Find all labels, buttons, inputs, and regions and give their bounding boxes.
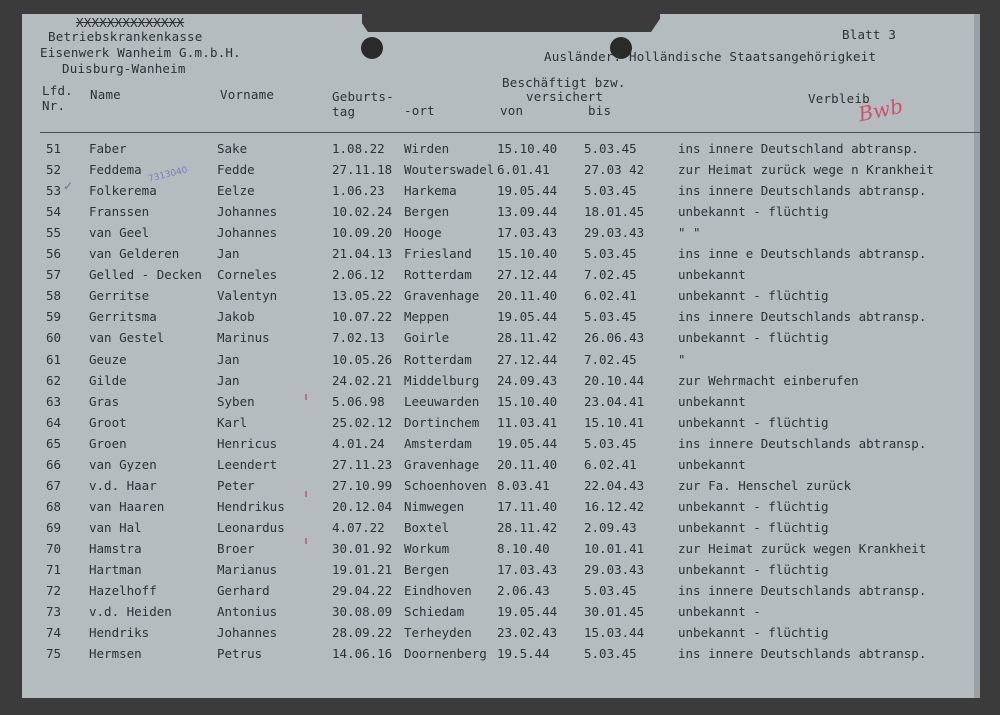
cell-geburtstag: 10.05.26 bbox=[332, 351, 393, 367]
cell-geburtsort: Bergen bbox=[404, 204, 450, 220]
cell-name: Hendriks bbox=[89, 625, 150, 641]
cell-bis: 6.02.41 bbox=[584, 288, 637, 304]
cell-name: van Gestel bbox=[89, 330, 165, 346]
col-besch-2: versichert bbox=[526, 89, 604, 104]
cell-vorname: Leendert bbox=[217, 456, 278, 472]
cell-bis: 29.03.43 bbox=[584, 225, 645, 241]
cell-name: Gras bbox=[89, 393, 120, 409]
cell-bis: 2.09.43 bbox=[584, 519, 637, 535]
col-vorname: Vorname bbox=[220, 87, 275, 102]
cell-verbleib: unbekannt - flüchtig bbox=[678, 288, 829, 304]
cell-nr: 74 bbox=[46, 625, 62, 641]
cell-geburtsort: Gravenhage bbox=[404, 456, 480, 472]
cell-vorname: Eelze bbox=[217, 183, 255, 199]
cell-verbleib: ins innere Deutschlands abtransp. bbox=[678, 435, 927, 451]
cell-bis: 5.03.45 bbox=[584, 583, 637, 599]
cell-nr: 64 bbox=[46, 414, 62, 430]
cell-bis: 6.02.41 bbox=[584, 456, 637, 472]
cell-verbleib: unbekannt - flüchtig bbox=[678, 519, 829, 535]
cell-name: van Haaren bbox=[89, 498, 165, 514]
cell-geburtstag: 29.04.22 bbox=[332, 583, 393, 599]
cell-geburtsort: Nimwegen bbox=[404, 498, 465, 514]
cell-verbleib: unbekannt - flüchtig bbox=[678, 498, 829, 514]
cell-verbleib: ins innere Deutschlands abtransp. bbox=[678, 309, 927, 325]
cell-vorname: Jakob bbox=[217, 309, 255, 325]
cell-nr: 66 bbox=[46, 456, 62, 472]
cell-von: 27.12.44 bbox=[497, 351, 558, 367]
cell-geburtstag: 28.09.22 bbox=[332, 625, 393, 641]
cell-verbleib: unbekannt - flüchtig bbox=[678, 204, 829, 220]
cell-nr: 56 bbox=[46, 246, 62, 262]
cell-von: 19.5.44 bbox=[497, 646, 550, 662]
cell-von: 2.06.43 bbox=[497, 583, 550, 599]
cell-geburtstag: 27.11.18 bbox=[332, 162, 393, 178]
cell-von: 11.03.41 bbox=[497, 414, 558, 430]
cell-geburtstag: 10.09.20 bbox=[332, 225, 393, 241]
cell-bis: 26.06.43 bbox=[584, 330, 645, 346]
list-subject: Ausländer: Holländische Staatsangehörigkeit bbox=[544, 49, 877, 64]
cell-bis: 15.03.44 bbox=[584, 625, 645, 641]
cell-geburtstag: 24.02.21 bbox=[332, 372, 393, 388]
cell-nr: 70 bbox=[46, 540, 62, 556]
cell-vorname: Peter bbox=[217, 477, 255, 493]
cell-verbleib: zur Heimat zurück wege n Krankheit bbox=[678, 162, 934, 178]
cell-vorname: Syben bbox=[217, 393, 255, 409]
cell-geburtstag: 4.01.24 bbox=[332, 435, 385, 451]
cell-von: 17.11.40 bbox=[497, 498, 558, 514]
col-lfd-1: Lfd. bbox=[42, 83, 73, 98]
cell-vorname: Valentyn bbox=[217, 288, 278, 304]
cell-geburtstag: 10.07.22 bbox=[332, 309, 393, 325]
cell-geburtstag: 13.05.22 bbox=[332, 288, 393, 304]
cell-geburtstag: 27.11.23 bbox=[332, 456, 393, 472]
cell-von: 8.10.40 bbox=[497, 540, 550, 556]
col-name: Name bbox=[90, 87, 121, 102]
cell-von: 28.11.42 bbox=[497, 519, 558, 535]
cell-von: 13.09.44 bbox=[497, 204, 558, 220]
pencil-tick bbox=[305, 538, 307, 544]
cell-vorname: Johannes bbox=[217, 204, 278, 220]
cell-nr: 51 bbox=[46, 141, 62, 156]
cell-bis: 20.10.44 bbox=[584, 372, 645, 388]
org-name-line2: Eisenwerk Wanheim G.m.b.H. bbox=[40, 45, 241, 60]
cell-geburtstag: 7.02.13 bbox=[332, 330, 385, 346]
cell-name: van Gelderen bbox=[89, 246, 180, 262]
col-geburts-1: Geburts- bbox=[332, 89, 394, 104]
cell-nr: 53 bbox=[46, 183, 62, 199]
cell-nr: 65 bbox=[46, 435, 62, 451]
cell-nr: 55 bbox=[46, 225, 62, 241]
cell-geburtsort: Gravenhage bbox=[404, 288, 480, 304]
cell-name: Gelled - Decken bbox=[89, 267, 202, 283]
cell-von: 28.11.42 bbox=[497, 330, 558, 346]
cell-bis: 18.01.45 bbox=[584, 204, 645, 220]
cell-bis: 7.02.45 bbox=[584, 351, 637, 367]
cell-von: 19.05.44 bbox=[497, 604, 558, 620]
cell-name: Groen bbox=[89, 435, 127, 451]
cell-geburtsort: Amsterdam bbox=[404, 435, 472, 451]
cell-name: van Hal bbox=[89, 519, 142, 535]
cell-nr: 69 bbox=[46, 519, 62, 535]
cell-geburtsort: Middelburg bbox=[404, 372, 480, 388]
cell-verbleib: unbekannt bbox=[678, 267, 746, 283]
cell-verbleib: zur Fa. Henschel zurück bbox=[678, 477, 852, 493]
cell-geburtstag: 19.01.21 bbox=[332, 562, 393, 577]
cell-nr: 54 bbox=[46, 204, 62, 220]
cell-verbleib: unbekannt - flüchtig bbox=[678, 414, 829, 430]
pencil-tick bbox=[305, 491, 307, 497]
cell-von: 17.03.43 bbox=[497, 562, 558, 577]
cell-verbleib: zur Heimat zurück wegen Krankheit bbox=[678, 540, 927, 556]
cell-name: Gilde bbox=[89, 372, 127, 388]
cell-geburtsort: Schoenhoven bbox=[404, 477, 487, 493]
cell-geburtsort: Meppen bbox=[404, 309, 450, 325]
cell-geburtsort: Wirden bbox=[404, 141, 450, 156]
cell-name: Faber bbox=[89, 141, 127, 156]
cell-verbleib: unbekannt bbox=[678, 456, 746, 472]
cell-vorname: Fedde bbox=[217, 162, 255, 178]
org-name-line1: Betriebskrankenkasse bbox=[48, 29, 203, 44]
cell-name: Gerritse bbox=[89, 288, 150, 304]
cell-geburtstag: 30.01.92 bbox=[332, 540, 393, 556]
cell-geburtsort: Friesland bbox=[404, 246, 472, 262]
cell-nr: 60 bbox=[46, 330, 62, 346]
cell-nr: 72 bbox=[46, 583, 62, 599]
cell-bis: 10.01.41 bbox=[584, 540, 645, 556]
cell-name: van Gyzen bbox=[89, 456, 157, 472]
cell-bis: 23.04.41 bbox=[584, 393, 645, 409]
cell-name: Folkerema bbox=[89, 183, 157, 199]
cell-nr: 75 bbox=[46, 646, 62, 662]
cell-vorname: Karl bbox=[217, 414, 248, 430]
cell-von: 27.12.44 bbox=[497, 267, 558, 283]
cell-geburtstag: 27.10.99 bbox=[332, 477, 393, 493]
cell-geburtstag: 30.08.09 bbox=[332, 604, 393, 620]
cell-von: 20.11.40 bbox=[497, 456, 558, 472]
cell-name: Gerritsma bbox=[89, 309, 157, 325]
cell-verbleib: " " bbox=[678, 225, 701, 241]
cell-vorname: Gerhard bbox=[217, 583, 270, 599]
cell-geburtsort: Goirle bbox=[404, 330, 450, 346]
cell-name: Franssen bbox=[89, 204, 150, 220]
struck-heading: XXXXXXXXXXXXXX bbox=[76, 15, 185, 30]
document-sheet bbox=[22, 14, 980, 698]
cell-name: Hazelhoff bbox=[89, 583, 157, 599]
cell-geburtsort: Bergen bbox=[404, 562, 450, 577]
cell-bis: 5.03.45 bbox=[584, 309, 637, 325]
cell-vorname: Petrus bbox=[217, 646, 263, 662]
punch-hole-left bbox=[361, 37, 383, 59]
cell-geburtstag: 10.02.24 bbox=[332, 204, 393, 220]
cell-geburtsort: Eindhoven bbox=[404, 583, 472, 599]
cell-bis: 30.01.45 bbox=[584, 604, 645, 620]
cell-von: 6.01.41 bbox=[497, 162, 550, 178]
cell-bis: 5.03.45 bbox=[584, 183, 637, 199]
cell-geburtsort: Leeuwarden bbox=[404, 393, 480, 409]
torn-edge bbox=[362, 14, 660, 32]
cell-geburtsort: Rotterdam bbox=[404, 267, 472, 283]
cell-vorname: Leonardus bbox=[217, 519, 285, 535]
cell-geburtsort: Workum bbox=[404, 540, 450, 556]
cell-von: 15.10.40 bbox=[497, 246, 558, 262]
cell-von: 19.05.44 bbox=[497, 309, 558, 325]
cell-geburtsort: Dortinchem bbox=[404, 414, 480, 430]
cell-bis: 16.12.42 bbox=[584, 498, 645, 514]
cell-vorname: Jan bbox=[217, 246, 240, 262]
cell-vorname: Johannes bbox=[217, 625, 278, 641]
cell-geburtsort: Terheyden bbox=[404, 625, 472, 641]
cell-name: Geuze bbox=[89, 351, 127, 367]
cell-nr: 73 bbox=[46, 604, 62, 620]
cell-geburtstag: 1.08.22 bbox=[332, 141, 385, 156]
cell-verbleib: unbekannt - flüchtig bbox=[678, 625, 829, 641]
cell-verbleib: unbekannt - bbox=[678, 604, 761, 620]
cell-von: 17.03.43 bbox=[497, 225, 558, 241]
cell-nr: 57 bbox=[46, 267, 62, 283]
col-von: von bbox=[500, 103, 524, 118]
cell-bis: 5.03.45 bbox=[584, 141, 637, 156]
cell-vorname: Jan bbox=[217, 351, 240, 367]
cell-vorname: Marinus bbox=[217, 330, 270, 346]
cell-name: Groot bbox=[89, 414, 127, 430]
cell-vorname: Jan bbox=[217, 372, 240, 388]
cell-verbleib: zur Wehrmacht einberufen bbox=[678, 372, 859, 388]
cell-geburtsort: Wouterswadel bbox=[404, 162, 495, 178]
cell-name: Hartman bbox=[89, 562, 142, 577]
cell-bis: 5.03.45 bbox=[584, 435, 637, 451]
cell-vorname: Corneles bbox=[217, 267, 278, 283]
cell-bis: 5.03.45 bbox=[584, 646, 637, 662]
cell-verbleib: unbekannt - flüchtig bbox=[678, 330, 829, 346]
cell-vorname: Henricus bbox=[217, 435, 278, 451]
cell-von: 15.10.40 bbox=[497, 393, 558, 409]
cell-nr: 71 bbox=[46, 562, 62, 577]
cell-von: 24.09.43 bbox=[497, 372, 558, 388]
col-geburts-2: tag bbox=[332, 104, 356, 119]
pencil-note: 7313040 bbox=[147, 165, 189, 185]
cell-geburtsort: Hooge bbox=[404, 225, 442, 241]
col-lfd-2: Nr. bbox=[42, 98, 66, 113]
cell-verbleib: ins innere Deutschlands abtransp. bbox=[678, 646, 927, 662]
cell-geburtsort: Doornenberg bbox=[404, 646, 487, 662]
cell-nr: 63 bbox=[46, 393, 62, 409]
cell-nr: 59 bbox=[46, 309, 62, 325]
cell-geburtstag: 21.04.13 bbox=[332, 246, 393, 262]
cell-bis: 15.10.41 bbox=[584, 414, 645, 430]
cell-geburtstag: 20.12.04 bbox=[332, 498, 393, 514]
cell-von: 23.02.43 bbox=[497, 625, 558, 641]
cell-verbleib: ins innere Deutschlands abtransp. bbox=[678, 183, 927, 199]
cell-geburtstag: 1.06.23 bbox=[332, 183, 385, 199]
cell-bis: 27.03 42 bbox=[584, 162, 645, 178]
cell-name: v.d. Heiden bbox=[89, 604, 172, 620]
col-verbleib: Verbleib bbox=[808, 91, 870, 106]
cell-verbleib: ins innere Deutschland abtransp. bbox=[678, 141, 919, 156]
cell-vorname: Broer bbox=[217, 540, 255, 556]
col-ort: -ort bbox=[404, 103, 435, 118]
cell-vorname: Johannes bbox=[217, 225, 278, 241]
cell-name: Feddema bbox=[89, 162, 142, 178]
cell-verbleib: ins inne e Deutschlands abtransp. bbox=[678, 246, 927, 262]
cell-vorname: Marianus bbox=[217, 562, 278, 577]
pencil-tick bbox=[305, 394, 307, 400]
cell-name: van Geel bbox=[89, 225, 150, 241]
cell-nr: 62 bbox=[46, 372, 62, 388]
handwritten-annotation: Bwb bbox=[855, 93, 906, 127]
cell-geburtstag: 25.02.12 bbox=[332, 414, 393, 430]
cell-geburtstag: 14.06.16 bbox=[332, 646, 393, 662]
cell-vorname: Antonius bbox=[217, 604, 278, 620]
cell-vorname: Sake bbox=[217, 141, 248, 156]
cell-bis: 22.04.43 bbox=[584, 477, 645, 493]
cell-vorname: Hendrikus bbox=[217, 498, 285, 514]
cell-geburtstag: 5.06.98 bbox=[332, 393, 385, 409]
cell-verbleib: " bbox=[678, 351, 686, 367]
cell-nr: 58 bbox=[46, 288, 62, 304]
cell-geburtsort: Rotterdam bbox=[404, 351, 472, 367]
cell-von: 20.11.40 bbox=[497, 288, 558, 304]
cell-verbleib: unbekannt bbox=[678, 393, 746, 409]
org-name-line3: Duisburg-Wanheim bbox=[62, 61, 186, 76]
cell-bis: 7.02.45 bbox=[584, 267, 637, 283]
cell-nr: 61 bbox=[46, 351, 62, 367]
cell-bis: 5.03.45 bbox=[584, 246, 637, 262]
cell-name: Hamstra bbox=[89, 540, 142, 556]
cell-verbleib: ins innere Deutschlands abtransp. bbox=[678, 583, 927, 599]
check-mark: ✓ bbox=[63, 179, 74, 193]
col-bis: bis bbox=[588, 103, 612, 118]
cell-geburtsort: Schiedam bbox=[404, 604, 465, 620]
cell-geburtstag: 4.07.22 bbox=[332, 519, 385, 535]
col-besch-1: Beschäftigt bzw. bbox=[502, 75, 626, 90]
cell-bis: 29.03.43 bbox=[584, 562, 645, 577]
cell-geburtsort: Harkema bbox=[404, 183, 457, 199]
cell-von: 19.05.44 bbox=[497, 183, 558, 199]
cell-name: v.d. Haar bbox=[89, 477, 157, 493]
cell-name: Hermsen bbox=[89, 646, 142, 662]
cell-von: 19.05.44 bbox=[497, 435, 558, 451]
sheet-number: Blatt 3 bbox=[842, 27, 897, 42]
cell-nr: 68 bbox=[46, 498, 62, 514]
header-rule bbox=[40, 132, 980, 133]
cell-geburtsort: Boxtel bbox=[404, 519, 450, 535]
cell-geburtstag: 2.06.12 bbox=[332, 267, 385, 283]
cell-von: 8.03.41 bbox=[497, 477, 550, 493]
sheet-edge bbox=[974, 14, 980, 698]
cell-verbleib: unbekannt - flüchtig bbox=[678, 562, 829, 577]
cell-von: 15.10.40 bbox=[497, 141, 558, 156]
cell-nr: 67 bbox=[46, 477, 62, 493]
cell-nr: 52 bbox=[46, 162, 62, 178]
